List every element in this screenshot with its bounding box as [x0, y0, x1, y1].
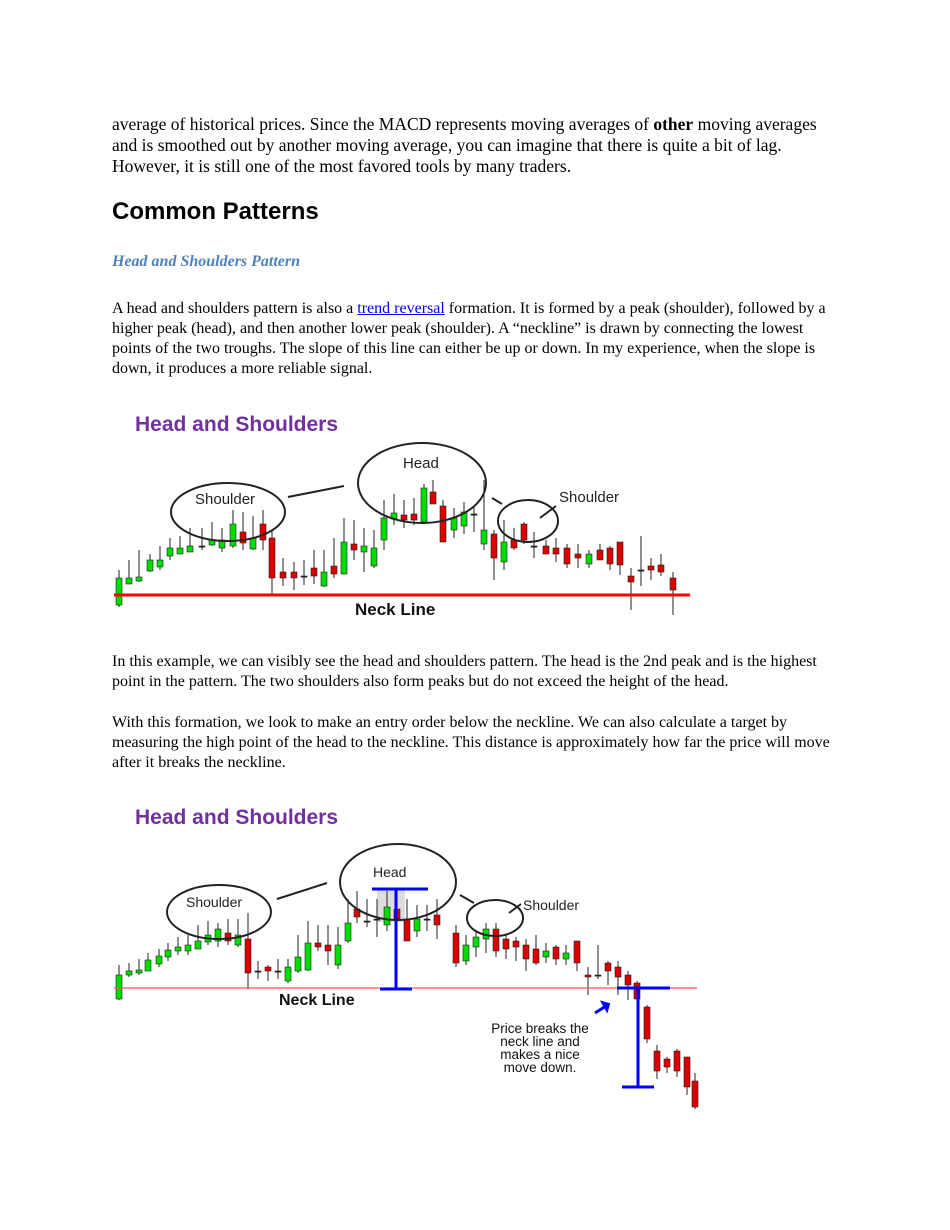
candle-body	[424, 919, 430, 920]
candle-body	[491, 534, 497, 558]
candle-body	[116, 975, 122, 999]
candle-body	[269, 538, 275, 578]
candle-body	[684, 1057, 690, 1087]
candle-body	[563, 953, 569, 959]
candle-body	[644, 1007, 650, 1039]
hs-text-a: A head and shoulders pattern is also a	[112, 300, 358, 317]
figure2-title: Head and Shoulders	[135, 806, 339, 829]
candle-body	[434, 915, 440, 925]
candle-body	[331, 566, 337, 574]
candle-body	[295, 957, 301, 971]
figure1-connector-2	[492, 498, 502, 504]
candle-body	[501, 542, 507, 562]
figure2-candles	[116, 891, 698, 1109]
candle-body	[414, 919, 420, 931]
candle-body	[521, 524, 527, 540]
figure1-right-shoulder-label: Shoulder	[559, 489, 620, 506]
candle-body	[230, 524, 236, 546]
candle-body	[374, 919, 380, 920]
candle-body	[255, 971, 261, 972]
candle-body	[648, 566, 654, 570]
figure1-right-shoulder-ellipse	[498, 500, 558, 542]
candle-body	[523, 945, 529, 959]
candle-body	[586, 554, 592, 564]
candle-body	[147, 560, 153, 571]
trend-reversal-link[interactable]: trend reversal	[357, 300, 445, 317]
figure2-annotation-line-4: move down.	[503, 1060, 577, 1075]
candle-body	[136, 970, 142, 973]
candle-body	[195, 941, 201, 949]
figure2-neckline-label: Neck Line	[279, 992, 355, 1009]
candle-body	[638, 570, 644, 571]
candle-body	[533, 949, 539, 963]
subsection-title: Head and Shoulders Pattern	[112, 253, 301, 270]
figure2-head-highlight	[377, 890, 405, 922]
candle-body	[321, 572, 327, 586]
figure2-connector-2	[460, 895, 474, 903]
candle-body	[543, 546, 549, 554]
candle-body	[315, 943, 321, 947]
entry-paragraph: With this formation, we look to make an entry order below the neckline. We can also calculate a target by measuring the high point of the head to the neckline. This distance is approximately how far the price will move after it breaks the neckline.	[112, 714, 830, 771]
candle-body	[463, 945, 469, 961]
candle-body	[305, 943, 311, 970]
candle-body	[692, 1081, 698, 1107]
candle-body	[473, 937, 479, 947]
hs-paragraph	[112, 299, 842, 379]
candle-body	[291, 572, 297, 578]
candle-body	[531, 546, 537, 547]
figure2-right-shoulder-label: Shoulder	[523, 897, 580, 913]
candle-body	[597, 550, 603, 560]
candle-body	[674, 1051, 680, 1071]
candle-body	[451, 518, 457, 530]
candle-body	[411, 514, 417, 520]
candle-body	[185, 945, 191, 951]
figure1-connector-3	[540, 506, 556, 518]
candle-body	[607, 548, 613, 564]
example-paragraph: In this example, we can visibly see the head and shoulders pattern. The head is the 2nd peak and is the highest point in the pattern. The two shoulders also form peaks but do not exceed the height of the head.	[112, 653, 817, 690]
candle-body	[265, 967, 271, 971]
figure1-title: Head and Shoulders	[135, 413, 339, 436]
candle-body	[260, 524, 266, 540]
candle-body	[401, 515, 407, 520]
candle-body	[481, 530, 487, 544]
figure1-neckline-label: Neck Line	[355, 600, 436, 619]
candle-body	[553, 548, 559, 554]
candle-body	[664, 1059, 670, 1067]
head-shoulders-figure-2	[112, 795, 712, 1115]
candle-body	[371, 548, 377, 566]
candle-body	[585, 975, 591, 977]
candle-body	[654, 1051, 660, 1071]
hs-text-b: formation. It is formed by a peak (shoulder), followed by a higher peak (head), and then another lower peak (shoulder). A “neckline” is drawn by connecting the lowest points of the two troughs. The slope of this line can either be up or down. In my experience, when the slope is down, it produces a more reliable signal.	[112, 300, 826, 377]
intro-bold-word: other	[653, 114, 694, 134]
figure2-head-label: Head	[373, 864, 407, 880]
figure1-head-label: Head	[403, 455, 439, 472]
candle-body	[275, 971, 281, 972]
candle-body	[605, 963, 611, 971]
candle-body	[157, 560, 163, 567]
figure2-left-shoulder-label: Shoulder	[186, 894, 243, 910]
candle-body	[628, 576, 634, 582]
candle-body	[617, 542, 623, 565]
candle-body	[126, 578, 132, 584]
candle-body	[658, 565, 664, 572]
figure1-connector-1	[288, 486, 344, 497]
candle-body	[361, 546, 367, 552]
candle-body	[381, 518, 387, 540]
figure2-annotation	[491, 1021, 589, 1075]
candle-body	[440, 506, 446, 542]
candle-body	[240, 532, 246, 543]
candle-body	[575, 554, 581, 558]
intro-text-a: average of historical prices. Since the MACD represents moving averages of	[112, 114, 654, 134]
candle-body	[351, 544, 357, 550]
figure2-annotation-line-1: Price breaks the	[491, 1021, 589, 1036]
candle-body	[311, 568, 317, 576]
candle-body	[453, 933, 459, 963]
candle-body	[335, 945, 341, 965]
figure2-connector-1	[277, 883, 327, 899]
candle-body	[136, 577, 142, 581]
candle-body	[670, 578, 676, 590]
candle-body	[285, 967, 291, 981]
candle-body	[615, 967, 621, 977]
candle-body	[126, 971, 132, 975]
candle-body	[421, 488, 427, 522]
candle-body	[430, 492, 436, 504]
candle-body	[156, 956, 162, 964]
candle-body	[301, 576, 307, 577]
candle-body	[245, 939, 251, 973]
candle-body	[574, 941, 580, 963]
intro-paragraph	[112, 114, 842, 177]
candle-body	[341, 542, 347, 574]
figure2-annotation-line-3: makes a nice	[500, 1047, 580, 1062]
candle-body	[471, 514, 477, 515]
candle-body	[364, 921, 370, 922]
candle-body	[384, 907, 390, 925]
candle-body	[225, 933, 231, 941]
section-title: Common Patterns	[112, 198, 319, 225]
candle-body	[177, 548, 183, 554]
candle-body	[187, 546, 193, 552]
candle-body	[493, 929, 499, 951]
candle-body	[625, 975, 631, 985]
candle-body	[543, 951, 549, 957]
candle-body	[116, 578, 122, 605]
candle-body	[513, 941, 519, 947]
candle-body	[404, 919, 410, 941]
candle-body	[167, 548, 173, 556]
candle-body	[553, 947, 559, 959]
candle-body	[199, 546, 205, 547]
intro-text-b: moving averages and is smoothed out by another moving average, you can imagine that there is quite a bit of lag. However, it is still one of the most favored tools by many traders.	[112, 114, 817, 176]
candle-body	[503, 939, 509, 949]
figure1-left-shoulder-label: Shoulder	[195, 491, 256, 508]
candle-body	[345, 923, 351, 941]
head-shoulders-figure-1	[112, 400, 712, 625]
candle-body	[175, 947, 181, 951]
candle-body	[325, 945, 331, 951]
candle-body	[564, 548, 570, 564]
candle-body	[165, 950, 171, 957]
candle-body	[145, 960, 151, 971]
candle-body	[595, 975, 601, 976]
figure2-annotation-line-2: neck line and	[500, 1034, 580, 1049]
candle-body	[280, 572, 286, 578]
